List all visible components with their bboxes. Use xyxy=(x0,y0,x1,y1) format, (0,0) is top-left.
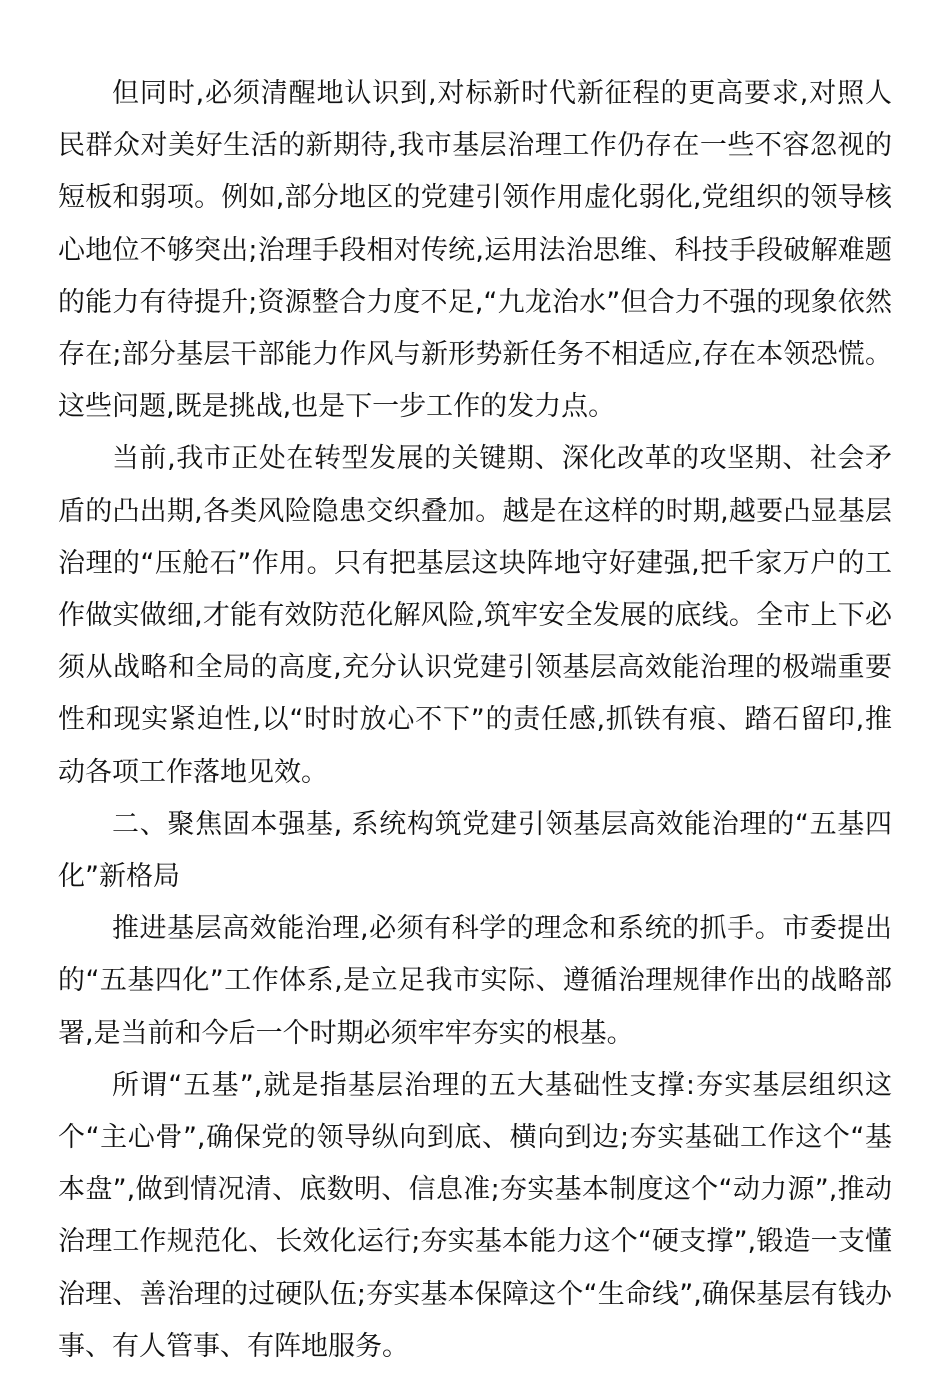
section-heading-2: 二、聚焦固本强基, 系统构筑党建引领基层高效能治理的“五基四化”新格局 xyxy=(58,808,892,893)
paragraph-shortcomings: 但同时,必须清醒地认识到,对标新时代新征程的更高要求,对照人民群众对美好生活的新期待,我市基层治理工作仍存在一些不容忽视的短板和弱项。例如,部分地区的党建引领作用虚化弱化,党组织的领导核心地位不够突出;治理手段相对传统,运用法治思维、科技手段破解难题的能力有待提升;资源整合力度不足,“九龙治水”但合力不强的现象依然存在;部分基层干部能力作风与新形势新任务不相适应,存在本领恐慌。这些问题,既是挑战,也是下一步工作的发力点。 xyxy=(58,78,892,423)
paragraph-current-situation: 当前,我市正处在转型发展的关键期、深化改革的攻坚期、社会矛盾的凸出期,各类风险隐患交织叠加。越是在这样的时期,越要凸显基层治理的“压舱石”作用。只有把基层这块阵地守好建强,把千家万户的工作做实做细,才能有效防范化解风险,筑牢安全发展的底线。全市上下必须从战略和全局的高度,充分认识党建引领基层高效能治理的极端重要性和现实紧迫性,以“时时放心不下”的责任感,抓铁有痕、踏石留印,推动各项工作落地见效。 xyxy=(58,443,892,788)
paragraph-wuji-sihua-system: 推进基层高效能治理,必须有科学的理念和系统的抓手。市委提出的“五基四化”工作体系,是立足我市实际、遵循治理规律作出的战略部署,是当前和今后一个时期必须牢牢夯实的根基。 xyxy=(58,913,892,1049)
document-page xyxy=(58,68,892,1373)
paragraph-five-foundations: 所谓“五基”,就是指基层治理的五大基础性支撑:夯实基层组织这个“主心骨”,确保党的领导纵向到底、横向到边;夯实基础工作这个“基本盘”,做到情况清、底数明、信息准;夯实基本制度这个“动力源”,推动治理工作规范化、长效化运行;夯实基本能力这个“硬支撑”,锻造一支懂治理、善治理的过硬队伍;夯实基本保障这个“生命线”,确保基层有钱办事、有人管事、有阵地服务。 xyxy=(58,1069,892,1362)
